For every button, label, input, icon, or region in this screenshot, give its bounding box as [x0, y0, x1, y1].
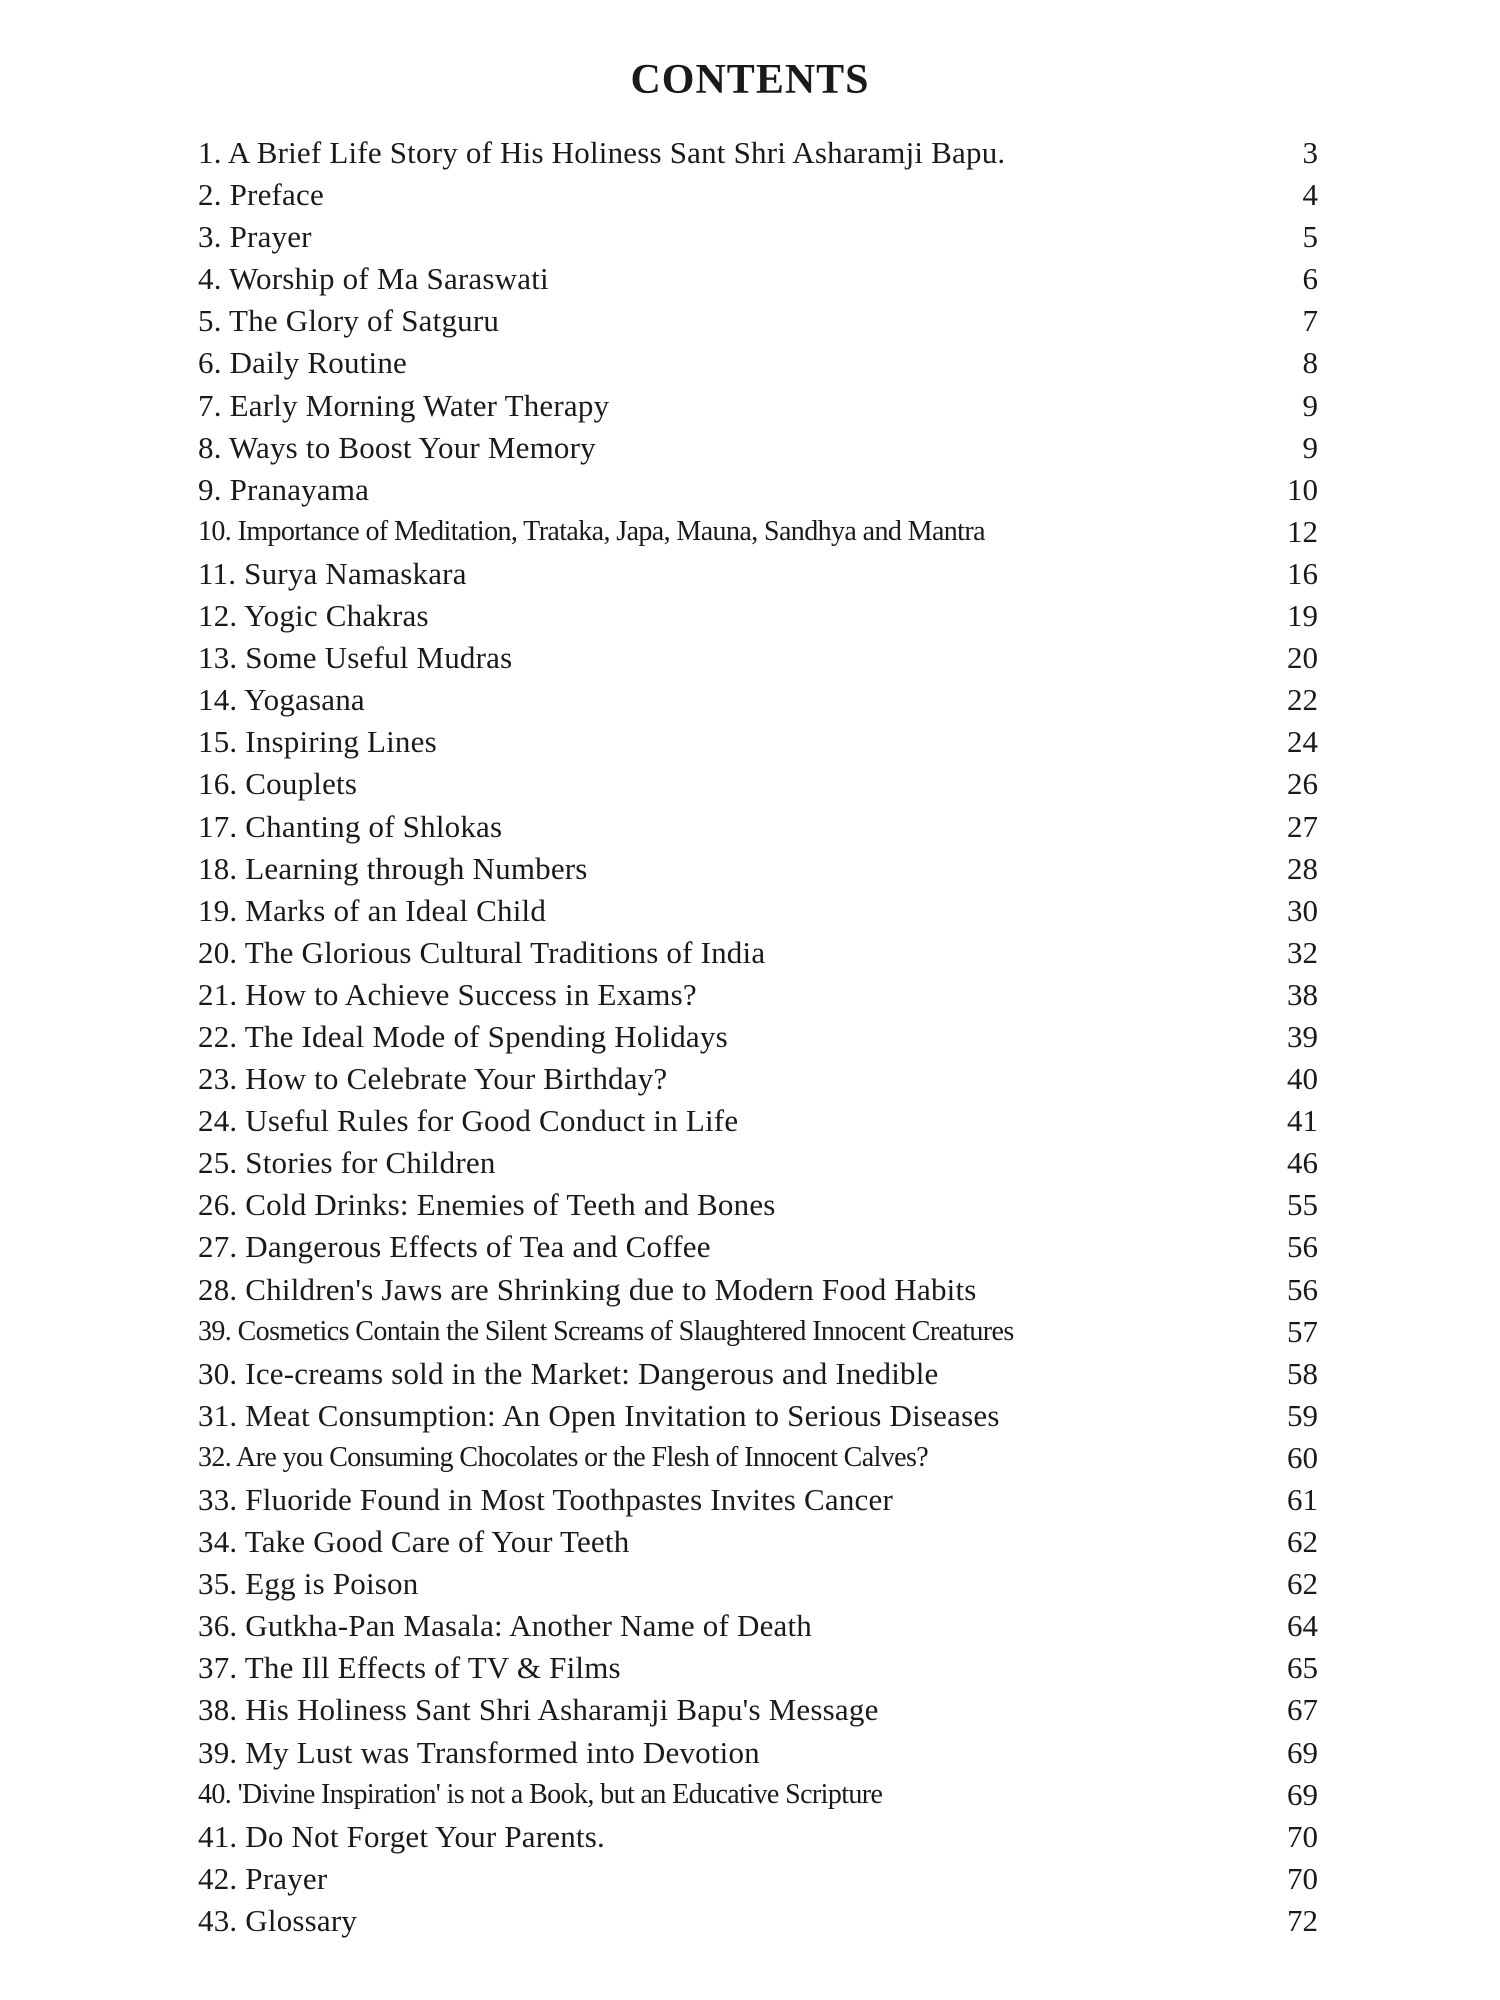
toc-entry: [198, 1184, 1318, 1226]
toc-entry-page-number: 61: [1287, 1482, 1318, 1517]
toc-entry-page-number: 12: [1287, 513, 1318, 549]
toc-entry-page-number: 20: [1287, 640, 1318, 676]
toc-entry-title: 40. 'Divine Inspiration' is not a Book, but an Educative Scripture: [198, 1778, 883, 1810]
toc-entry-title: 15. Inspiring Lines: [198, 724, 437, 760]
toc-entry-title: 34. Take Good Care of Your Teeth: [198, 1524, 630, 1560]
toc-entry-page-number: 57: [1287, 1313, 1318, 1349]
toc-entry-title: 41. Do Not Forget Your Parents.: [198, 1818, 605, 1854]
toc-entry: [198, 342, 1318, 384]
toc-entry-title: 3. Prayer: [198, 219, 312, 255]
toc-entry-page-number: 70: [1287, 1818, 1318, 1854]
toc-entry-page-number: 3: [1302, 135, 1318, 170]
toc-entry-page-number: 16: [1287, 555, 1318, 591]
toc-entry-title: 25. Stories for Children: [198, 1145, 496, 1181]
toc-entry-page-number: 39: [1287, 1018, 1318, 1054]
toc-entry: [198, 974, 1318, 1016]
toc-entry-page-number: 55: [1287, 1187, 1318, 1223]
toc-entry-page-number: 69: [1287, 1776, 1318, 1812]
toc-entry: [198, 300, 1318, 342]
toc-entry-title: 43. Glossary: [198, 1902, 358, 1938]
toc-entry-title: 18. Learning through Numbers: [198, 850, 588, 886]
toc-entry-title: 14. Yogasana: [198, 682, 365, 718]
toc-entry-page-number: 24: [1287, 724, 1318, 760]
toc-entry: [198, 427, 1318, 469]
toc-entry-title: 17. Chanting of Shlokas: [198, 808, 503, 844]
toc-entry: [198, 1563, 1318, 1605]
toc-entry-title: 39. Cosmetics Contain the Silent Screams of Slaughtered Innocent Creatures: [198, 1315, 1014, 1347]
toc-entry: [198, 1226, 1318, 1268]
toc-entry-title: 26. Cold Drinks: Enemies of Teeth and Bones: [198, 1187, 776, 1223]
toc-entry: [198, 1016, 1318, 1058]
toc-entry: [198, 132, 1318, 174]
toc-entry-title: 13. Some Useful Mudras: [198, 640, 513, 676]
toc-entry-page-number: 41: [1287, 1103, 1318, 1139]
toc-entry-title: 1. A Brief Life Story of His Holiness Sant Shri Asharamji Bapu.: [198, 135, 1006, 170]
toc-entry-title: 6. Daily Routine: [198, 345, 407, 381]
toc-entry-title: 2. Preface: [198, 177, 324, 213]
toc-entry: [198, 1142, 1318, 1184]
toc-entry-page-number: 30: [1287, 892, 1318, 928]
toc-entry: [198, 806, 1318, 848]
toc-entry-page-number: 38: [1287, 976, 1318, 1012]
toc-entry: [198, 637, 1318, 679]
toc-entry-page-number: 65: [1287, 1650, 1318, 1686]
toc-entry-page-number: 64: [1287, 1608, 1318, 1644]
toc-entry-page-number: 9: [1302, 387, 1318, 423]
toc-entry-page-number: 60: [1287, 1439, 1318, 1475]
toc-entry-title: 8. Ways to Boost Your Memory: [198, 429, 596, 465]
toc-entry-page-number: 72: [1287, 1902, 1318, 1938]
toc-entry: [198, 721, 1318, 763]
toc-entry-title: 5. The Glory of Satguru: [198, 303, 500, 339]
toc-entry: [198, 932, 1318, 974]
toc-entry: [198, 1100, 1318, 1142]
toc-entry-title: 4. Worship of Ma Saraswati: [198, 261, 549, 297]
toc-entry: [198, 1774, 1318, 1816]
toc-entry-title: 20. The Glorious Cultural Traditions of India: [198, 934, 766, 970]
toc-entry-page-number: 62: [1287, 1566, 1318, 1602]
toc-entry-title: 32. Are you Consuming Chocolates or the Flesh of Innocent Calves?: [198, 1441, 929, 1473]
toc-entry: [198, 1479, 1318, 1521]
toc-entry-page-number: 59: [1287, 1397, 1318, 1433]
toc-entry: [198, 1521, 1318, 1563]
toc-entry-page-number: 56: [1287, 1271, 1318, 1307]
toc-entry-title: 27. Dangerous Effects of Tea and Coffee: [198, 1229, 711, 1265]
toc-entry-title: 38. His Holiness Sant Shri Asharamji Bapu's Message: [198, 1692, 879, 1728]
toc-entry-page-number: 6: [1302, 261, 1318, 297]
toc-entry-title: 16. Couplets: [198, 766, 358, 802]
toc-entry-title: 31. Meat Consumption: An Open Invitation to Serious Diseases: [198, 1397, 1000, 1433]
toc-entry-title: 37. The Ill Effects of TV & Films: [198, 1650, 621, 1686]
toc-entry: [198, 174, 1318, 216]
toc-entry-page-number: 46: [1287, 1145, 1318, 1181]
toc-entry-page-number: 69: [1287, 1734, 1318, 1770]
toc-entry: [198, 216, 1318, 258]
toc-entry: [198, 1437, 1318, 1479]
toc-entry: [198, 1605, 1318, 1647]
toc-entry-page-number: 67: [1287, 1692, 1318, 1728]
toc-entry: [198, 848, 1318, 890]
toc-entry-page-number: 26: [1287, 766, 1318, 802]
toc-entry: [198, 1311, 1318, 1353]
toc-entry-page-number: 62: [1287, 1524, 1318, 1560]
toc-entry-title: 10. Importance of Meditation, Trataka, Japa, Mauna, Sandhya and Mantra: [198, 515, 985, 547]
toc-entry: [198, 553, 1318, 595]
toc-entry: [198, 258, 1318, 300]
toc-entry-title: 28. Children's Jaws are Shrinking due to Modern Food Habits: [198, 1271, 977, 1307]
toc-entry: [198, 763, 1318, 805]
toc-entry-title: 22. The Ideal Mode of Spending Holidays: [198, 1018, 728, 1054]
toc-entry: [198, 890, 1318, 932]
toc-entry-title: 7. Early Morning Water Therapy: [198, 387, 610, 423]
toc-entry: [198, 511, 1318, 553]
toc-entry-title: 35. Egg is Poison: [198, 1566, 419, 1602]
toc-entry-page-number: 8: [1302, 345, 1318, 381]
toc-entry-title: 39. My Lust was Transformed into Devotion: [198, 1734, 760, 1770]
toc-entry-title: 42. Prayer: [198, 1860, 328, 1896]
toc-entry: [198, 1269, 1318, 1311]
table-of-contents: [198, 132, 1318, 1942]
toc-entry: [198, 1858, 1318, 1900]
toc-entry-page-number: 58: [1287, 1355, 1318, 1391]
toc-entry-page-number: 10: [1287, 471, 1318, 507]
toc-entry-page-number: 40: [1287, 1061, 1318, 1097]
toc-entry: [198, 1732, 1318, 1774]
toc-entry-page-number: 27: [1287, 808, 1318, 844]
toc-entry-page-number: 32: [1287, 934, 1318, 970]
toc-entry: [198, 1816, 1318, 1858]
toc-entry-title: 33. Fluoride Found in Most Toothpastes Invites Cancer: [198, 1482, 893, 1517]
toc-entry-page-number: 28: [1287, 850, 1318, 886]
toc-entry: [198, 1647, 1318, 1689]
toc-entry-page-number: 7: [1302, 303, 1318, 339]
toc-entry-page-number: 4: [1302, 177, 1318, 213]
toc-entry-page-number: 22: [1287, 682, 1318, 718]
toc-entry: [198, 1058, 1318, 1100]
toc-entry-title: 24. Useful Rules for Good Conduct in Life: [198, 1103, 739, 1139]
toc-entry: [198, 385, 1318, 427]
toc-entry: [198, 469, 1318, 511]
toc-entry: [198, 1900, 1318, 1942]
toc-entry-page-number: 9: [1302, 429, 1318, 465]
toc-entry: [198, 679, 1318, 721]
toc-entry-title: 19. Marks of an Ideal Child: [198, 892, 547, 928]
toc-entry-title: 30. Ice-creams sold in the Market: Dangerous and Inedible: [198, 1355, 939, 1391]
toc-entry: [198, 595, 1318, 637]
toc-entry-title: 9. Pranayama: [198, 471, 370, 507]
toc-entry-title: 21. How to Achieve Success in Exams?: [198, 976, 697, 1012]
toc-entry-page-number: 5: [1302, 219, 1318, 255]
toc-entry-page-number: 70: [1287, 1860, 1318, 1896]
toc-entry: [198, 1353, 1318, 1395]
toc-entry: [198, 1689, 1318, 1731]
toc-entry-title: 36. Gutkha-Pan Masala: Another Name of Death: [198, 1608, 812, 1644]
toc-entry-title: 12. Yogic Chakras: [198, 598, 429, 634]
page-title: CONTENTS: [630, 57, 870, 103]
toc-entry-title: 11. Surya Namaskara: [198, 555, 467, 591]
toc-entry-title: 23. How to Celebrate Your Birthday?: [198, 1061, 668, 1097]
toc-entry-page-number: 56: [1287, 1229, 1318, 1265]
toc-entry: [198, 1395, 1318, 1437]
toc-entry-page-number: 19: [1287, 598, 1318, 634]
